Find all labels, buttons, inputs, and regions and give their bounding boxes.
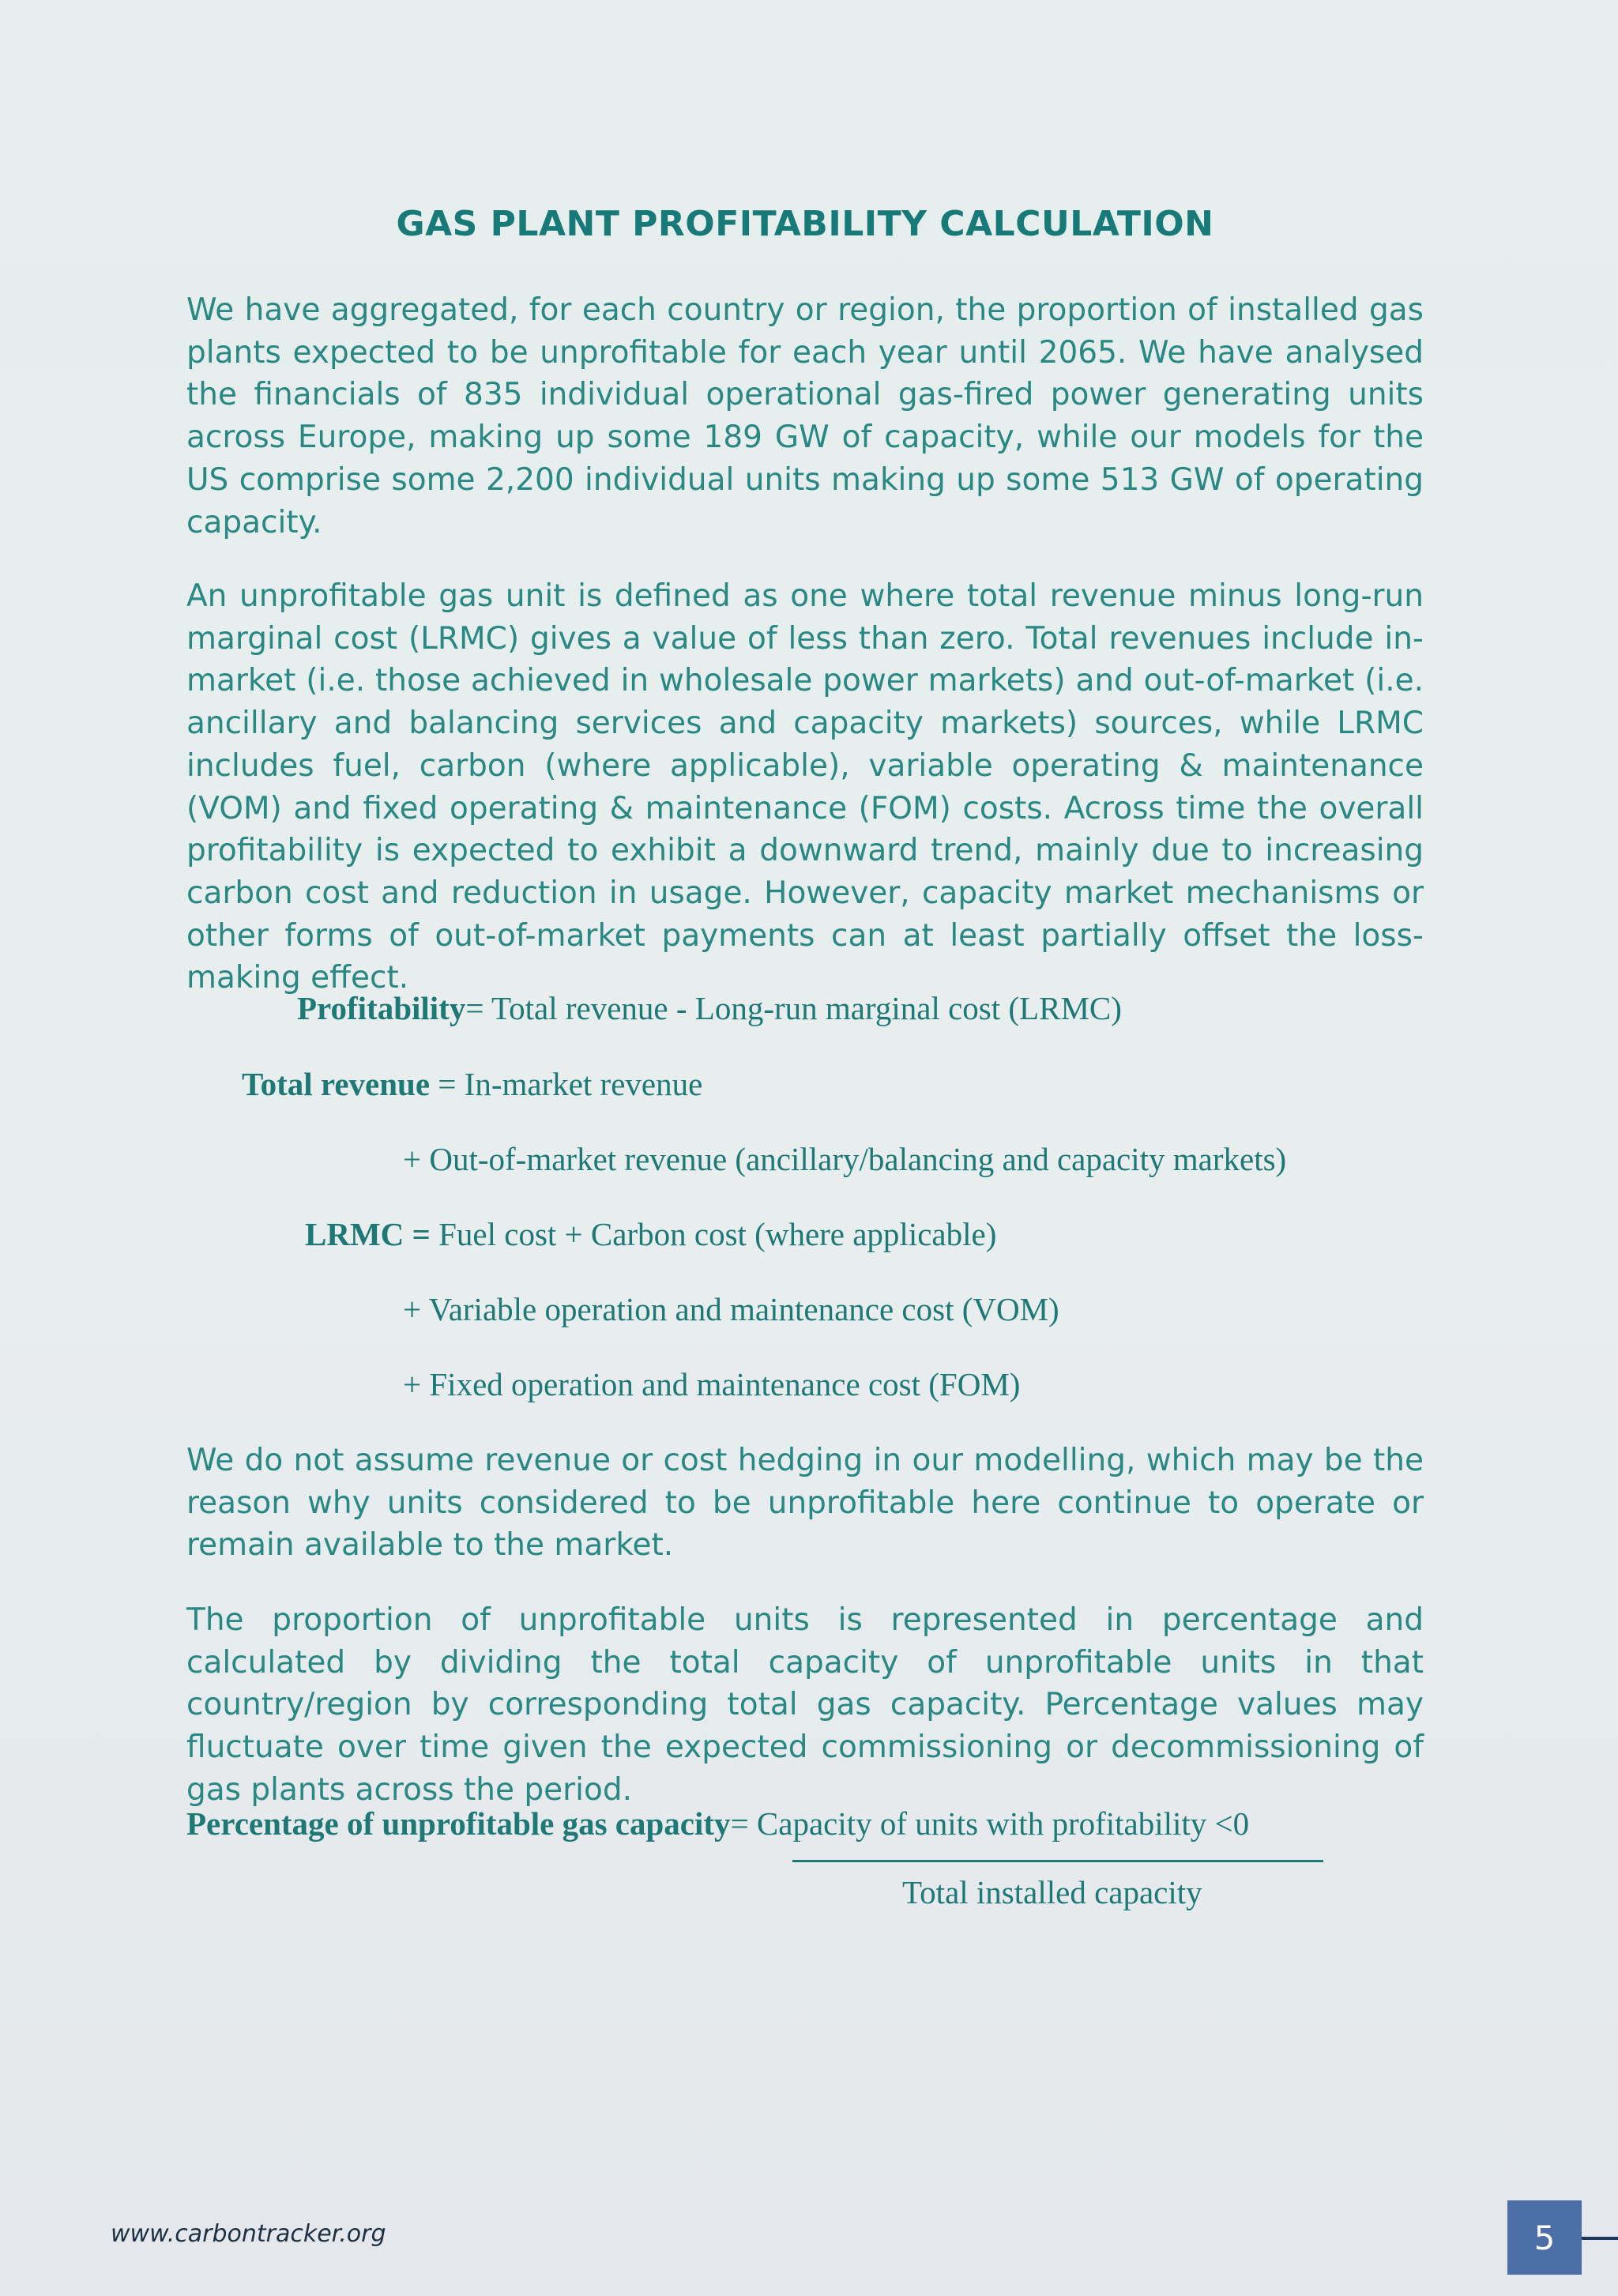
fraction-line bbox=[792, 1860, 1323, 1862]
page-number-badge bbox=[1507, 2200, 1582, 2275]
lrmc-equation bbox=[305, 1215, 996, 1253]
profitability-label: Profitability bbox=[297, 990, 466, 1026]
lrmc-continuation-fom: + Fixed operation and maintenance cost (FOM) bbox=[403, 1366, 1021, 1402]
page-number: 5 bbox=[1533, 2218, 1556, 2257]
total-revenue-continuation: + Out-of-market revenue (ancillary/balancing and capacity markets) bbox=[403, 1141, 1287, 1177]
percentage-paragraph: The proportion of unprofitable units is represented in percentage and calculated by dividing the total capacity of unprofitable units in that country/region by corresponding total gas capacity. Percentage values may fluctuate over time given the expected commissioning or decommissioning of gas plants across the period. bbox=[186, 1602, 1424, 1808]
lrmc-continuation-vom: + Variable operation and maintenance cost (VOM) bbox=[403, 1291, 1059, 1327]
lrmc-rhs: Fuel cost + Carbon cost (where applicable) bbox=[430, 1216, 997, 1252]
hedging-paragraph: We do not assume revenue or cost hedging in our modelling, which may be the reason why units considered to be unprofitable here continue to operate or remain available to the market. bbox=[186, 1443, 1424, 1564]
page-number-rule bbox=[1582, 2237, 1618, 2240]
intro-paragraph: We have aggregated, for each country or region, the proportion of installed gas plants expected to be unprofitable for each year until 2065. We have analysed the financials of 835 individual operational gas-fired power generating units across Europe, making up some 189 GW of capacity, while our models for the US comprise some 2,200 individual units making up some 513 GW of operating capacity. bbox=[186, 292, 1424, 540]
profitability-rhs: = Total revenue - Long-run marginal cost (LRMC) bbox=[465, 990, 1122, 1026]
definition-paragraph: An unprofitable gas unit is defined as one where total revenue minus long-run marginal cost (LRMC) gives a value of less than zero. Total revenues include in-market (i.e. those achieved in wholesale power markets) and out-of-market (i.e. ancillary and balancing services and capacity markets) sources, while LRMC includes fuel, carbon (where applicable), variable operating & maintenance (VOM) and fixed operating & maintenance (FOM) costs. Across time the overall profitability is expected to exhibit a downward trend, mainly due to increasing carbon cost and reduction in usage. However, capacity market mechanisms or other forms of out-of-market payments can at least partially offset the loss-making effect. bbox=[186, 578, 1424, 996]
profitability-equation bbox=[297, 989, 1122, 1027]
footer-url[interactable]: www.carbontracker.org bbox=[111, 2220, 386, 2248]
percentage-label: Percentage of unprofitable gas capacity bbox=[186, 1805, 731, 1842]
lrmc-label: LRMC = bbox=[305, 1216, 431, 1252]
percentage-denominator: Total installed capacity bbox=[902, 1874, 1202, 1910]
percentage-equation bbox=[186, 1805, 1249, 1842]
total-revenue-label: Total revenue bbox=[242, 1066, 431, 1102]
percentage-numerator: = Capacity of units with profitability <0 bbox=[730, 1805, 1250, 1842]
total-revenue-equation bbox=[242, 1065, 702, 1103]
page-title: GAS PLANT PROFITABILITY CALCULATION bbox=[396, 204, 1214, 244]
total-revenue-rhs: = In-market revenue bbox=[430, 1066, 703, 1102]
